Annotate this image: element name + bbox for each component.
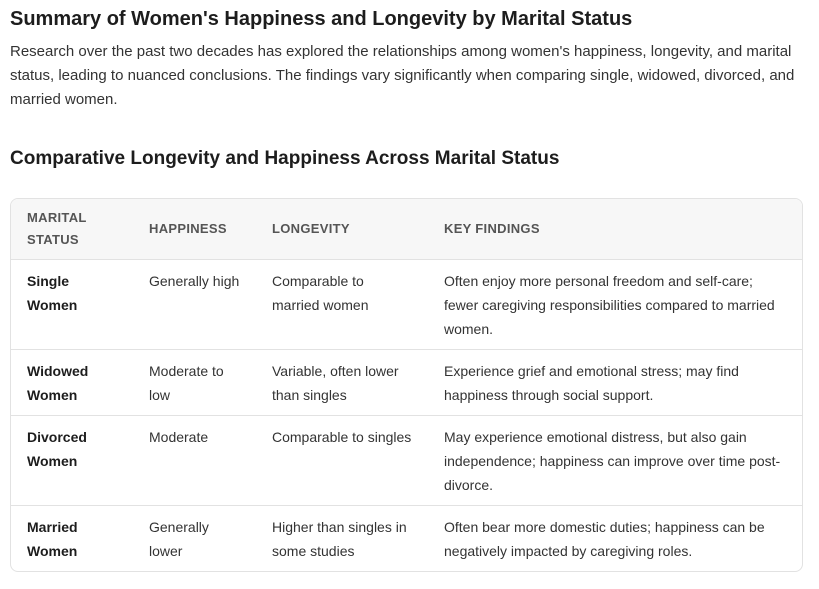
- table-row: [11, 260, 802, 350]
- comparison-table-container: [10, 198, 803, 572]
- intro-paragraph: Research over the past two decades has explored the relationships among women's happiness, longevity, and marital status, leading to nuanced conclusions. The findings vary significantly when comparing single, widowed, divorced, and married women.: [10, 43, 795, 108]
- cell-findings: Often bear more domestic duties; happiness can be negatively impacted by caregiving roles.: [428, 506, 802, 572]
- cell-findings: Often enjoy more personal freedom and self-care; fewer caregiving responsibilities compared to married women.: [428, 260, 802, 350]
- cell-status: Single Women: [11, 260, 133, 350]
- section-title: Comparative Longevity and Happiness Across Marital Status: [10, 148, 560, 169]
- cell-happiness: Moderate to low: [133, 350, 256, 416]
- cell-status: Widowed Women: [11, 350, 133, 416]
- header-longevity: LONGEVITY: [272, 221, 350, 236]
- cell-findings: May experience emotional distress, but also gain independence; happiness can improve over time post-divorce.: [428, 416, 802, 506]
- page-title: Summary of Women's Happiness and Longevity by Marital Status: [10, 8, 633, 30]
- table-row: [11, 506, 802, 572]
- cell-findings: Experience grief and emotional stress; may find happiness through social support.: [428, 350, 802, 416]
- cell-longevity: Comparable to married women: [256, 260, 428, 350]
- table-header-row: [11, 199, 802, 260]
- cell-longevity: Variable, often lower than singles: [256, 350, 428, 416]
- cell-status: Divorced Women: [11, 416, 133, 506]
- cell-longevity: Higher than singles in some studies: [256, 506, 428, 572]
- header-marital-status: MARITAL STATUS: [27, 210, 87, 247]
- cell-happiness: Moderate: [133, 416, 256, 506]
- cell-longevity: Comparable to singles: [256, 416, 428, 506]
- cell-happiness: Generally high: [133, 260, 256, 350]
- table-row: [11, 416, 802, 506]
- cell-happiness: Generally lower: [133, 506, 256, 572]
- header-key-findings: KEY FINDINGS: [444, 221, 540, 236]
- cell-status: Married Women: [11, 506, 133, 572]
- comparison-table: [11, 199, 802, 571]
- header-happiness: HAPPINESS: [149, 221, 227, 236]
- table-row: [11, 350, 802, 416]
